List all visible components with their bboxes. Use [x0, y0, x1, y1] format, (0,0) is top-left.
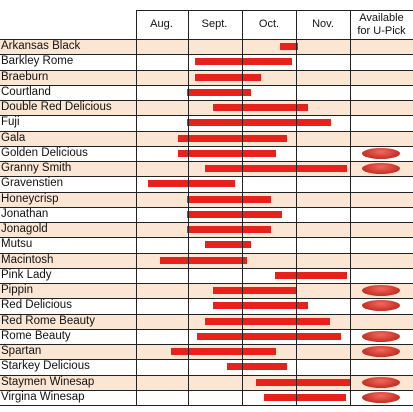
- row-divider: [0, 314, 413, 315]
- harvest-bar: [195, 74, 261, 81]
- upick-oval-icon: [362, 346, 400, 357]
- upick-oval-icon: [362, 285, 400, 296]
- row-divider: [0, 283, 413, 284]
- row-divider: [0, 176, 413, 177]
- header-upick: [350, 12, 413, 38]
- row-divider: [0, 329, 413, 330]
- row-divider: [0, 100, 413, 101]
- row-divider: [0, 359, 413, 360]
- harvest-bar: [264, 394, 346, 401]
- harvest-bar: [213, 287, 296, 294]
- variety-name: Granny Smith: [1, 162, 72, 174]
- variety-name: Spartan: [1, 345, 42, 357]
- variety-name: Gala: [1, 131, 26, 144]
- row-divider: [0, 115, 413, 116]
- harvest-bar: [227, 363, 287, 370]
- row-divider: [0, 298, 413, 299]
- harvest-bar: [178, 150, 276, 157]
- header-nov: Nov.: [312, 18, 334, 30]
- row-divider: [0, 253, 413, 254]
- variety-name: Fuji: [1, 116, 20, 129]
- variety-name: Macintosh: [1, 253, 54, 266]
- harvest-bar: [160, 257, 247, 264]
- harvest-bar: [205, 318, 329, 325]
- row-divider: [0, 344, 413, 345]
- row-divider: [0, 54, 413, 55]
- row-divider: [0, 207, 413, 208]
- variety-name: Honeycrisp: [1, 192, 59, 205]
- harvest-bar: [197, 333, 340, 340]
- harvest-bar: [187, 119, 331, 126]
- row-divider: [0, 237, 413, 238]
- harvest-bar: [213, 104, 308, 111]
- variety-name: Pippin: [1, 284, 33, 296]
- variety-name: Red Delicious: [1, 299, 72, 312]
- header-oct: Oct.: [258, 18, 280, 30]
- row-divider: [0, 222, 413, 223]
- variety-name: Red Rome Beauty: [1, 314, 95, 327]
- row-divider: [0, 268, 413, 269]
- variety-name: Jonagold: [1, 223, 48, 235]
- header-upick-line2: for U-Pick: [357, 25, 406, 37]
- row-divider: [0, 192, 413, 193]
- variety-name: Gravenstien: [1, 177, 64, 190]
- harvest-bar: [178, 135, 287, 142]
- variety-name: Pink Lady: [1, 268, 52, 281]
- column-divider: [296, 10, 297, 405]
- upick-oval-icon: [362, 148, 400, 159]
- row-divider: [0, 131, 413, 132]
- variety-name: Staymen Winesap: [1, 375, 95, 388]
- apple-harvest-table: [0, 10, 413, 408]
- row-divider: [0, 375, 413, 376]
- variety-name: Virgina Winesap: [1, 390, 85, 403]
- harvest-bar: [171, 348, 276, 355]
- harvest-bar: [195, 58, 293, 65]
- row-divider: [0, 39, 413, 40]
- harvest-bar: [256, 379, 349, 386]
- variety-name: Double Red Delicious: [1, 101, 112, 113]
- variety-name: Courtland: [1, 85, 51, 98]
- header-sept: Sept.: [201, 18, 228, 30]
- harvest-bar: [187, 196, 271, 203]
- column-divider: [136, 10, 137, 405]
- upick-oval-icon: [362, 163, 400, 174]
- harvest-bar: [148, 180, 236, 187]
- harvest-bar: [187, 211, 282, 218]
- row-divider: [0, 146, 413, 147]
- table-top-border: [136, 10, 413, 11]
- row-divider: [0, 161, 413, 162]
- row-divider: [0, 390, 413, 391]
- row-divider: [0, 70, 413, 71]
- column-divider: [350, 10, 351, 405]
- harvest-bar: [205, 165, 347, 172]
- variety-name: Mutsu: [1, 238, 33, 251]
- column-divider: [188, 10, 189, 405]
- row-divider: [0, 405, 413, 406]
- variety-name: Braeburn: [1, 70, 49, 83]
- harvest-bar: [275, 272, 348, 279]
- variety-name: Jonathan: [1, 207, 49, 220]
- header-upick-line1: Available: [359, 12, 404, 24]
- header-aug: Aug.: [150, 18, 173, 30]
- variety-name: Barkley Rome: [1, 55, 74, 68]
- harvest-bar: [187, 226, 271, 233]
- harvest-bar: [205, 241, 251, 248]
- variety-name: Arkansas Black: [1, 40, 81, 52]
- column-divider: [242, 10, 243, 405]
- row-divider: [0, 85, 413, 86]
- variety-name: Rome Beauty: [1, 329, 71, 342]
- upick-oval-icon: [362, 392, 400, 403]
- variety-name: Starkey Delicious: [1, 360, 90, 373]
- harvest-bar: [213, 302, 308, 309]
- upick-oval-icon: [362, 377, 400, 388]
- variety-name: Golden Delicious: [1, 146, 88, 159]
- upick-oval-icon: [362, 331, 400, 342]
